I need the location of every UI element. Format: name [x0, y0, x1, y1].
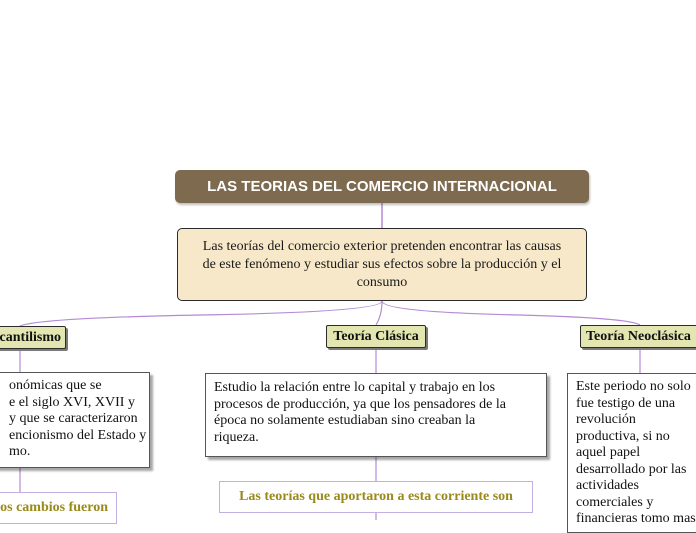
text-line: actividades: [576, 478, 639, 493]
text-line: revolución: [576, 412, 636, 427]
text-line: mo.: [9, 444, 31, 459]
neoclasica-description[interactable]: [567, 373, 696, 533]
connector-intro-clasica: [376, 301, 382, 325]
text-line: encionismo del Estado y: [9, 427, 147, 443]
connector-intro-neoclasica: [382, 301, 640, 325]
intro-node[interactable]: Las teorías del comercio exterior pretenden encontrar las causas de este fenómeno y estudiar sus efectos sobre la producción y el consumo: [177, 228, 587, 301]
text-line: procesos de producción, ya que los pensadores de la: [214, 396, 506, 412]
subtopic-teorias-aportaron[interactable]: Las teorías que aportaron a esta corriente son: [219, 481, 533, 513]
connector-intro-mercantilismo: [20, 301, 382, 326]
subtopic-cambios[interactable]: os cambios fueron: [0, 492, 117, 524]
clasica-description[interactable]: [205, 373, 547, 457]
text-line: Este periodo no solo: [576, 379, 691, 394]
text-line: productiva, si no: [576, 428, 670, 444]
text-line: fue testigo de una: [576, 395, 676, 411]
branch-teoria-neoclasica[interactable]: Teoría Neoclásica: [580, 325, 696, 348]
text-line: desarrollado por las: [576, 461, 687, 477]
branch-teoria-clasica[interactable]: Teoría Clásica: [326, 325, 426, 348]
text-line: Estudio la relación entre lo capital y trabajo en los: [214, 380, 496, 395]
text-line: comerciales y: [576, 494, 654, 510]
text-line: y que se caracterizaron: [9, 411, 138, 426]
text-line: época no solamente estudiaban sino creaban la: [214, 413, 476, 428]
mercantilismo-description[interactable]: [0, 372, 150, 468]
text-line: onómicas que se: [9, 378, 102, 393]
text-line: riqueza.: [214, 429, 259, 445]
map-title[interactable]: LAS TEORIAS DEL COMERCIO INTERNACIONAL: [175, 170, 589, 203]
text-line: financieras tomo mas: [576, 511, 696, 526]
text-line: e el siglo XVI, XVII y: [9, 394, 135, 410]
text-line: aquel papel: [576, 445, 641, 460]
branch-mercantilismo[interactable]: cantilismo: [0, 326, 66, 349]
